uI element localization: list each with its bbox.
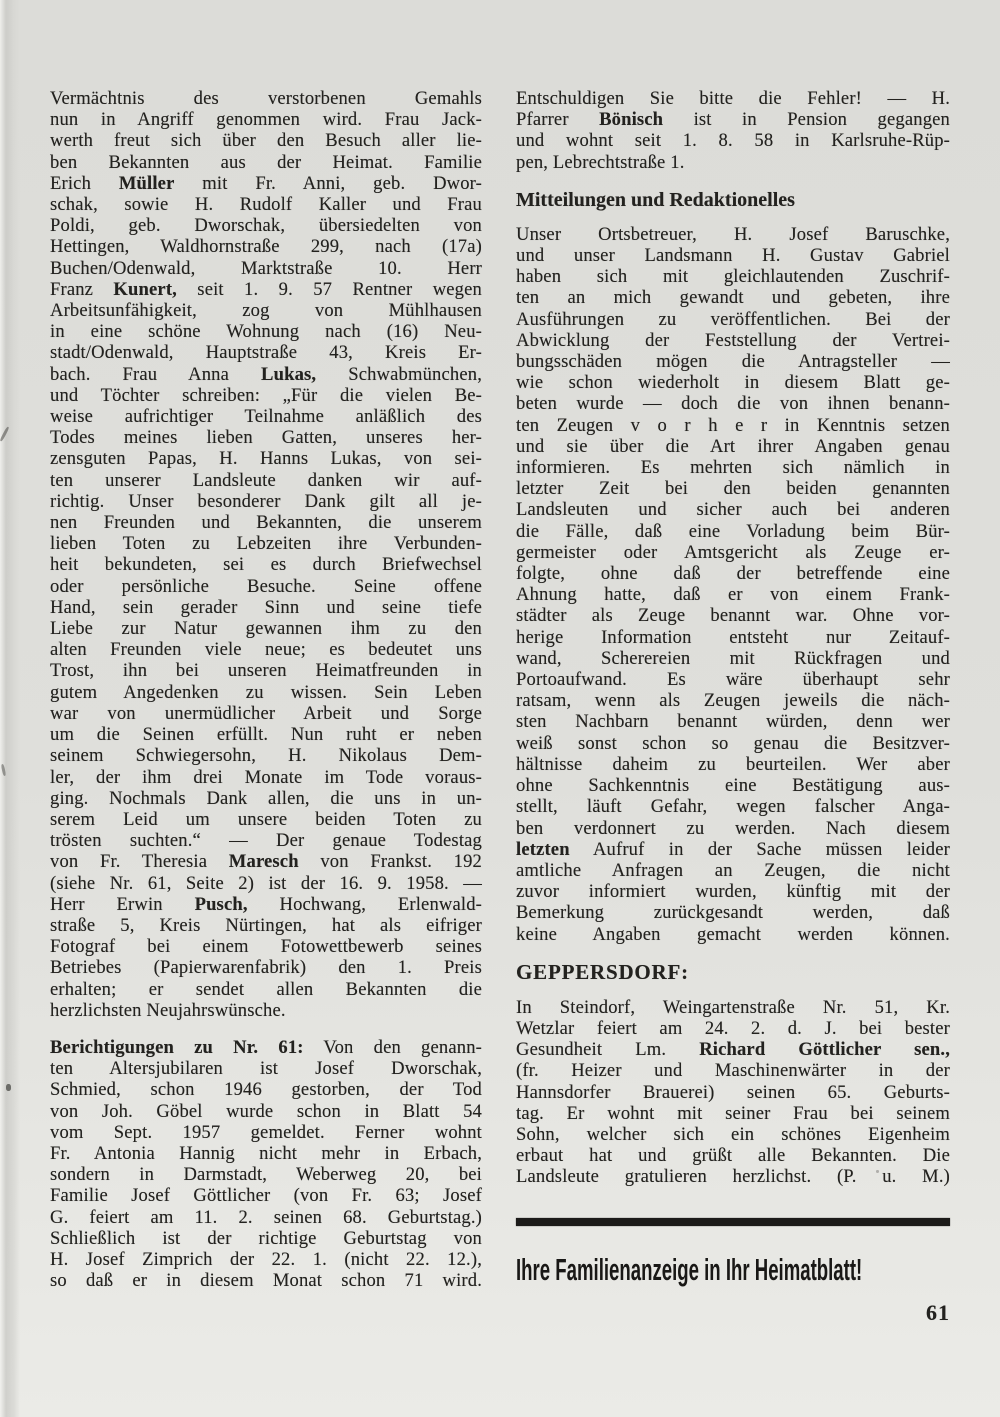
text-line	[50, 597, 482, 618]
text-segment: sten Nachbarn benannt würden, denn wer	[516, 711, 950, 733]
text-segment: Liebe zur Natur gewannen ihm zu den	[50, 618, 482, 640]
paragraph	[516, 224, 950, 945]
text-segment: keine Angaben gemacht werden können.	[516, 923, 950, 945]
text-segment: war von unermüdlicher Arbeit und Sorge	[50, 702, 482, 724]
text-line	[50, 639, 482, 660]
text-segment: Ausführungen zu veröffentlichen. Bei der	[516, 308, 950, 330]
text-segment: beten wurde — doch die von ihnen benann-	[516, 393, 950, 415]
text-line	[50, 109, 482, 130]
advert-banner-text: Ihre Familienanzeige in Ihr Heimatblatt!	[516, 1251, 863, 1287]
text-line	[50, 554, 482, 575]
text-segment: in eine schöne Wohnung nach (16) Neu-	[50, 321, 482, 343]
text-line	[50, 809, 482, 830]
text-segment: werth freut sich über den Besuch aller lie-	[50, 130, 482, 152]
text-line	[50, 533, 482, 554]
text-line	[516, 563, 950, 584]
text-line	[516, 924, 950, 945]
text-line	[50, 745, 482, 766]
text-line	[516, 775, 950, 796]
text-segment: weise aufrichtiger Teilnahme anläßlich des	[50, 406, 482, 428]
text-segment: zuvor informiert wurden, künftig mit der	[516, 881, 950, 903]
text-segment: Pfarrer	[516, 109, 600, 131]
text-segment: Trost, ihn bei unseren Heimatfreunden in	[50, 660, 482, 682]
text-line	[516, 796, 950, 817]
text-segment: Herr Erwin	[50, 893, 195, 915]
paragraph	[516, 997, 950, 1188]
text-segment: germeister oder Amtsgericht als Zeuge er-	[516, 541, 950, 563]
text-line	[516, 224, 950, 245]
paragraph	[50, 1037, 482, 1291]
text-line	[516, 754, 950, 775]
text-segment: Sohn, welcher sich ein schönes Eigenheim	[516, 1123, 950, 1145]
text-segment: Lukas,	[261, 363, 317, 385]
text-segment: und wohnt seit 1. 8. 58 in Karlsruhe-Rüp-	[516, 130, 950, 152]
text-line	[50, 724, 482, 745]
text-segment: von Joh. Göbel wurde schon in Blatt 54	[50, 1100, 482, 1122]
text-line	[50, 618, 482, 639]
text-segment: Schließlich ist der richtige Geburtstag von	[50, 1227, 482, 1249]
text-line	[516, 648, 950, 669]
text-segment: Hannsdorfer Brauerei) seinen 65. Geburts-	[516, 1081, 950, 1103]
text-line	[516, 902, 950, 923]
column-right-text	[516, 88, 950, 1188]
text-line	[516, 733, 950, 754]
text-segment: Betriebes (Papierwarenfabrik) den 1. Preis	[50, 957, 482, 979]
text-line	[516, 1039, 950, 1060]
text-line	[516, 109, 950, 130]
text-segment: Aufruf in der Sache müssen leider	[569, 838, 950, 860]
text-segment: Schwabmünchen,	[316, 363, 482, 385]
text-segment: letzten	[516, 838, 570, 860]
text-segment: Bemerkung zurückgesandt werden, daß	[516, 902, 950, 924]
text-segment: Kunert,	[113, 278, 177, 300]
text-line	[50, 194, 482, 215]
text-segment: Schmied, schon 1946 gestorben, der Tod	[50, 1079, 482, 1101]
text-segment: ohne Sachkenntnis eine Bestätigung aus-	[516, 775, 950, 797]
text-line	[50, 703, 482, 724]
text-segment: und sie über die Art ihrer Angaben genau	[516, 435, 950, 457]
text-line	[50, 767, 482, 788]
text-segment: serem Leid um unsere beiden Toten zu	[50, 808, 482, 830]
text-segment: herige Information entsteht nur Zeitauf-	[516, 626, 950, 648]
text-segment: ten unserer Landsleute danken wir auf-	[50, 469, 482, 491]
text-segment: Ahnung hatte, daß er von einem Frank-	[516, 584, 950, 606]
text-line	[516, 372, 950, 393]
text-line	[516, 711, 950, 732]
text-line	[50, 1122, 482, 1143]
column-right	[516, 88, 950, 1290]
text-line	[516, 521, 950, 542]
text-segment: ben Bekannten aus der Heimat. Familie	[50, 151, 482, 173]
text-line	[50, 979, 482, 1000]
text-line	[50, 1228, 482, 1249]
text-line	[516, 997, 950, 1018]
text-line	[516, 351, 950, 372]
text-line	[516, 1018, 950, 1039]
text-segment: städter als Zeuge benannt war. Ohne vor-	[516, 605, 950, 627]
text-line	[50, 406, 482, 427]
text-segment: Müller	[118, 172, 175, 194]
text-line	[516, 605, 950, 626]
text-line	[516, 88, 950, 109]
text-segment: Vermächtnis des verstorbenen Gemahls	[50, 88, 482, 109]
text-line	[50, 173, 482, 194]
text-line	[516, 1082, 950, 1103]
text-line	[50, 1058, 482, 1079]
advert-banner	[516, 1252, 950, 1290]
text-segment: seit 1. 9. 57 Rentner wegen	[176, 278, 482, 300]
text-segment: von Frankst. 192	[298, 851, 482, 873]
text-segment: amtliche Anfragen an Zeugen, die nicht	[516, 859, 950, 881]
text-segment: Berichtigungen zu Nr. 61:	[50, 1036, 304, 1058]
text-segment: alten Freunden viele neue; es bedeutet uns	[50, 639, 482, 661]
text-segment: ler, der ihm drei Monate im Tode voraus-	[50, 766, 482, 788]
text-segment: und Töchter schreiben: „Für die vielen Be-	[50, 384, 482, 406]
text-line	[50, 364, 482, 385]
text-line	[516, 1124, 950, 1145]
text-line	[50, 427, 482, 448]
text-line	[516, 690, 950, 711]
text-line	[50, 957, 482, 978]
text-line	[50, 1143, 482, 1164]
paragraph	[50, 88, 482, 1021]
text-line	[50, 321, 482, 342]
text-segment: folgte, ohne daß der betreffende eine	[516, 563, 950, 585]
text-segment: ten Altersjubilaren ist Josef Dworschak,	[50, 1058, 482, 1080]
text-line	[50, 448, 482, 469]
paragraph	[516, 88, 950, 173]
text-segment: H. Josef Zimprich der 22. 1. (nicht 22. 12.),	[50, 1248, 482, 1270]
text-segment: ten Zeugen v o r h e r in Kenntnis setzen	[516, 414, 950, 436]
text-segment: zensguten Papas, H. Hanns Lukas, von sei-	[50, 448, 482, 470]
text-segment: nun in Angriff genommen wird. Frau Jack-	[50, 109, 482, 131]
text-segment: Bönisch	[599, 109, 664, 131]
text-segment: Hand, sein gerader Sinn und seine tiefe	[50, 596, 482, 618]
text-line	[50, 385, 482, 406]
text-line	[516, 309, 950, 330]
text-line	[516, 1060, 950, 1081]
text-segment: Hettingen, Waldhornstraße 299, nach (17a)	[50, 236, 482, 258]
text-line	[50, 915, 482, 936]
text-segment: straße 5, Kreis Nürtingen, hat als eifriger	[50, 914, 482, 936]
text-segment: In Steindorf, Weingartenstraße Nr. 51, Kr.	[516, 996, 950, 1018]
text-segment: Maresch	[228, 851, 299, 873]
text-line	[50, 279, 482, 300]
text-segment: Arbeitsunfähigkeit, zog von Mühlhausen	[50, 300, 482, 322]
text-segment: um die Seinen erfüllt. Nun ruht er neben	[50, 724, 482, 746]
text-segment: ten an mich gewandt und gebeten, ihre	[516, 287, 950, 309]
text-line	[50, 1079, 482, 1100]
text-line	[516, 1145, 950, 1166]
text-line	[50, 491, 482, 512]
text-segment: Unser Ortsbetreuer, H. Josef Baruschke,	[516, 223, 950, 245]
text-segment: wand, Scherereien mit Rückfragen und	[516, 647, 950, 669]
text-segment: trösten suchten.“ — Der genaue Todestag	[50, 830, 482, 852]
text-segment: stellt, läuft Gefahr, wegen falscher Anga-	[516, 796, 950, 818]
text-line	[50, 258, 482, 279]
text-segment: pen, Lebrechtstraße 1.	[516, 151, 685, 173]
text-line	[516, 669, 950, 690]
text-line	[50, 215, 482, 236]
text-segment: von Fr. Theresia	[50, 851, 229, 873]
text-segment: tag. Er wohnt mit seiner Frau bei seinem	[516, 1102, 950, 1124]
text-line	[516, 266, 950, 287]
text-line	[50, 342, 482, 363]
text-segment: Wetzlar feiert am 24. 2. d. J. bei bester	[516, 1017, 950, 1039]
text-line	[50, 660, 482, 681]
text-line	[516, 457, 950, 478]
text-segment: so daß er in diesem Monat schon 71 wird.	[50, 1270, 482, 1292]
scan-speck	[6, 1084, 11, 1091]
text-line	[516, 881, 950, 902]
page-number: 61	[926, 1300, 950, 1325]
thick-divider-rule	[516, 1218, 950, 1226]
text-segment: nen Freunden und Bekannten, die unserem	[50, 512, 482, 534]
text-line	[50, 1207, 482, 1228]
text-segment: vom Sept. 1957 gemeldet. Ferner wohnt	[50, 1121, 482, 1143]
text-segment: und unser Landsmann H. Gustav Gabriel	[516, 245, 950, 267]
text-segment: (fr. Heizer und Maschinenwärter in der	[516, 1060, 950, 1082]
text-line	[50, 894, 482, 915]
text-segment: Gesundheit Lm.	[516, 1039, 700, 1061]
text-segment: wie schon wiederholt in diesem Blatt ge-	[516, 372, 950, 394]
text-segment: heit bekundeten, sei es durch Briefwechsel	[50, 554, 482, 576]
text-segment: Poldi, geb. Dworschak, übersiedelten von	[50, 215, 482, 237]
text-segment: ratsam, wenn als Zeugen jeweils die näch-	[516, 690, 950, 712]
text-line	[50, 1101, 482, 1122]
text-segment: bungsschäden mögen die Antragsteller —	[516, 351, 950, 373]
text-segment: Abwicklung der Feststellung der Vertrei-	[516, 329, 950, 351]
text-segment: richtig. Unser besonderer Dank gilt all je-	[50, 490, 482, 512]
text-line	[50, 873, 482, 894]
text-segment: Pusch,	[194, 893, 248, 915]
text-line	[516, 415, 950, 436]
text-segment: Von den genann-	[303, 1036, 482, 1058]
text-line	[516, 436, 950, 457]
text-segment: mit Fr. Anni, geb. Dwor-	[174, 172, 482, 194]
text-segment: erbaut hat und grüßt alle Bekannten. Die	[516, 1145, 950, 1167]
text-line	[516, 542, 950, 563]
text-segment: lieben Toten zu Lebzeiten ihre Verbunden-	[50, 533, 482, 555]
text-segment: weiß sonst schon so genau die Besitzver-	[516, 732, 950, 754]
text-segment: ist in Pension gegangen	[663, 109, 950, 131]
text-segment: letzter Zeit bei den beiden genannten	[516, 478, 950, 500]
text-segment: Fr. Antonia Hannig nicht mehr in Erbach,	[50, 1142, 482, 1164]
text-segment: die Fälle, daß eine Vorladung beim Bür-	[516, 520, 950, 542]
text-segment: Landsleute gratulieren herzlichst. (P. u. M.)	[516, 1166, 950, 1188]
text-segment: Todes meines lieben Gatten, unseres her-	[50, 427, 482, 449]
text-segment: herzlichsten Neujahrswünsche.	[50, 999, 286, 1021]
text-line	[516, 584, 950, 605]
text-line	[50, 236, 482, 257]
text-line	[516, 478, 950, 499]
text-line	[516, 393, 950, 414]
text-segment: Buchen/Odenwald, Marktstraße 10. Herr	[50, 257, 482, 279]
text-line	[50, 152, 482, 173]
text-line	[50, 470, 482, 491]
text-segment: Familie Josef Göttlicher (von Fr. 63; Josef	[50, 1185, 482, 1207]
text-line	[50, 830, 482, 851]
text-segment: Hochwang, Erlenwald-	[247, 893, 482, 915]
text-segment: ging. Nochmals Dank allen, die uns in un-	[50, 787, 482, 809]
text-segment: Fotograf bei einem Fotowettbewerb seines	[50, 936, 482, 958]
text-segment: Landsleuten und sicher auch bei anderen	[516, 499, 950, 521]
text-segment: (siehe Nr. 61, Seite 2) ist der 16. 9. 1958. —	[50, 872, 482, 894]
text-line	[516, 839, 950, 860]
text-line	[50, 788, 482, 809]
text-segment: ben verdonnert zu werden. Nach diesem	[516, 817, 950, 839]
text-line	[50, 1270, 482, 1291]
text-segment: Entschuldigen Sie bitte die Fehler! — H.	[516, 88, 950, 109]
text-line	[50, 130, 482, 151]
text-line	[516, 152, 950, 173]
text-segment: seinem Schwiegersohn, H. Nikolaus Dem-	[50, 745, 482, 767]
text-line	[50, 512, 482, 533]
text-line	[516, 287, 950, 308]
text-line	[516, 818, 950, 839]
text-line	[516, 1103, 950, 1124]
text-segment: bach. Frau Anna	[50, 363, 262, 385]
text-line	[50, 88, 482, 109]
text-line	[50, 576, 482, 597]
text-line	[516, 330, 950, 351]
text-segment: informieren. Es mehrten sich nämlich in	[516, 457, 950, 479]
text-segment: Franz	[50, 278, 114, 300]
text-line	[50, 1164, 482, 1185]
text-segment: Portoaufwand. Es wäre überhaupt sehr	[516, 669, 950, 691]
text-segment: Erich	[50, 172, 119, 194]
text-segment: hältnisse daheim zu beurteilen. Wer aber	[516, 753, 950, 775]
text-segment: Richard Göttlicher sen.,	[699, 1039, 950, 1061]
text-line	[50, 1249, 482, 1270]
text-segment: stadt/Odenwald, Hauptstraße 43, Kreis Er-	[50, 342, 482, 364]
text-line	[50, 1037, 482, 1058]
text-line	[50, 682, 482, 703]
text-line	[516, 245, 950, 266]
text-segment: sondern in Darmstadt, Weberweg 20, bei	[50, 1164, 482, 1186]
text-line	[50, 851, 482, 872]
section-heading: Mitteilungen und Redaktionelles	[516, 188, 795, 211]
text-line	[516, 1166, 950, 1187]
text-segment: oder persönliche Besuche. Seine offene	[50, 575, 482, 597]
text-line	[516, 130, 950, 151]
text-segment: erhalten; er sendet allen Bekannten die	[50, 978, 482, 1000]
section-heading: GEPPERSDORF:	[516, 959, 689, 984]
text-line	[50, 936, 482, 957]
text-segment: G. feiert am 11. 2. seinen 68. Geburtstag.)	[50, 1206, 482, 1228]
text-line	[50, 1000, 482, 1021]
text-segment: haben sich mit gleichlautenden Zuschrif-	[516, 266, 950, 288]
text-segment: schak, sowie H. Rudolf Kaller und Frau	[50, 194, 482, 216]
text-line	[516, 499, 950, 520]
left-crease-shadow	[0, 0, 20, 1417]
text-line	[50, 300, 482, 321]
text-line	[516, 860, 950, 881]
text-line	[516, 627, 950, 648]
column-left	[50, 88, 482, 1307]
text-segment: gutem Angedenken zu wissen. Sein Leben	[50, 681, 482, 703]
text-line	[50, 1185, 482, 1206]
